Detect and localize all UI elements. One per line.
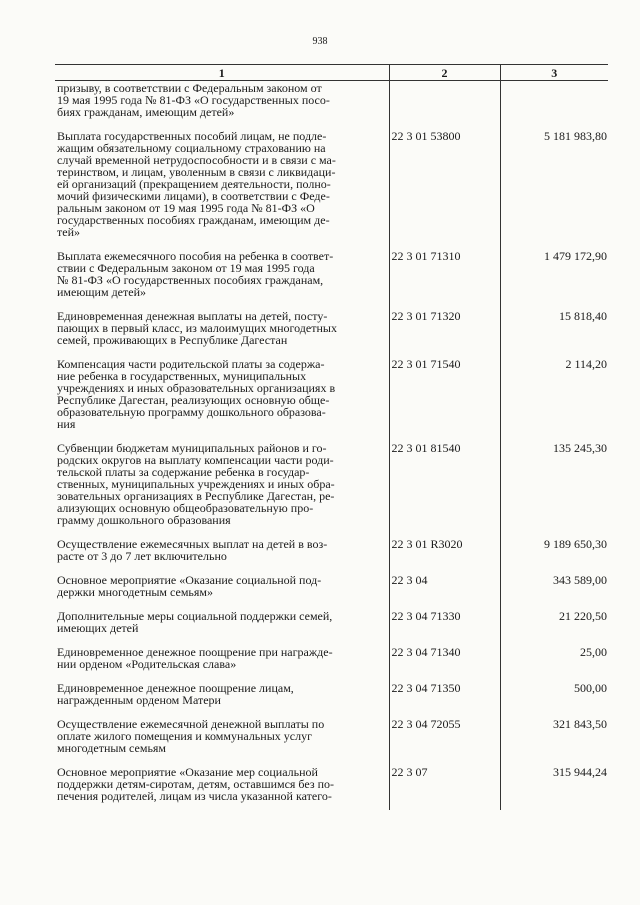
- description-line: мочий физическими лицами), в соответствии с Феде-: [57, 189, 330, 203]
- row-code: 22 3 01 71310: [389, 246, 500, 306]
- row-amount: 343 589,00: [500, 570, 608, 606]
- table-row: [55, 81, 608, 127]
- row-description: [55, 306, 389, 354]
- table-row: [55, 642, 608, 678]
- description-line: Выплата государственных пособий лицам, не подле-: [57, 129, 327, 143]
- description-line: ственных, муниципальных учреждениях и иных обра-: [57, 477, 335, 491]
- description-line: Республике Дагестан, реализующих основную обще-: [57, 393, 330, 407]
- description-line: держки многодетным семьям»: [57, 585, 213, 599]
- description-line: 19 мая 1995 года № 81-ФЗ «О государственных посо-: [57, 93, 330, 107]
- description-line: биях гражданам, имеющим детей»: [57, 105, 235, 119]
- row-description: [55, 570, 389, 606]
- description-line: Осуществление ежемесячных выплат на детей в воз-: [57, 537, 328, 551]
- description-line: теринством, и лицам, уволенным в связи с ликвидаци-: [57, 165, 336, 179]
- row-amount: 15 818,40: [500, 306, 608, 354]
- row-description: [55, 438, 389, 534]
- table-row: [55, 714, 608, 762]
- header-col-1: 1: [55, 65, 389, 81]
- row-code: [389, 81, 500, 127]
- row-description: [55, 606, 389, 642]
- description-line: многодетным семьям: [57, 741, 167, 755]
- row-code: 22 3 01 71320: [389, 306, 500, 354]
- header-row: [55, 65, 608, 81]
- row-description: [55, 81, 389, 127]
- table-body: [55, 81, 608, 811]
- row-code: 22 3 04 71350: [389, 678, 500, 714]
- row-code: 22 3 01 R3020: [389, 534, 500, 570]
- description-line: тей»: [57, 225, 80, 239]
- table-row: [55, 570, 608, 606]
- row-description: [55, 714, 389, 762]
- description-line: зовательных организациях в Республике Дагестан, ре-: [57, 489, 335, 503]
- description-line: жащим обязательному социальному страхованию на: [57, 141, 326, 155]
- row-amount: 25,00: [500, 642, 608, 678]
- table-row: [55, 606, 608, 642]
- description-line: оплате жилого помещения и коммунальных услуг: [57, 729, 312, 743]
- description-line: Осуществление ежемесячной денежной выплаты по: [57, 717, 325, 731]
- description-line: пающих в первый класс, из малоимущих многодетных: [57, 321, 337, 335]
- row-amount: 9 189 650,30: [500, 534, 608, 570]
- table-row: [55, 438, 608, 534]
- row-amount: 2 114,20: [500, 354, 608, 438]
- description-line: случай временной нетрудоспособности и в связи с ма-: [57, 153, 336, 167]
- row-description: [55, 534, 389, 570]
- row-code: 22 3 01 81540: [389, 438, 500, 534]
- description-line: имеющим детей»: [57, 285, 146, 299]
- row-code: 22 3 04 71330: [389, 606, 500, 642]
- description-line: ние ребенка в государственных, муниципальных: [57, 369, 307, 383]
- description-line: тельской платы за содержание ребенка в государ-: [57, 465, 310, 479]
- description-line: нии орденом «Родительская слава»: [57, 657, 237, 671]
- description-line: Единовременное денежное поощрение при награжде-: [57, 645, 333, 659]
- description-line: государственных пособиях гражданам, имеющим де-: [57, 213, 330, 227]
- row-description: [55, 354, 389, 438]
- description-line: семей, проживающих в Республике Дагестан: [57, 333, 288, 347]
- description-line: Дополнительные меры социальной поддержки семей,: [57, 609, 333, 623]
- row-description: [55, 642, 389, 678]
- description-line: расте от 3 до 7 лет включительно: [57, 549, 227, 563]
- description-line: Субвенции бюджетам муниципальных районов и го-: [57, 441, 327, 455]
- row-description: [55, 762, 389, 810]
- description-line: грамму дошкольного образования: [57, 513, 231, 527]
- description-line: ния: [57, 417, 76, 431]
- description-line: ральным законом от 19 мая 1995 года № 81-ФЗ «О: [57, 201, 315, 215]
- description-line: Основное мероприятие «Оказание мер социальной: [57, 765, 318, 779]
- row-amount: 315 944,24: [500, 762, 608, 810]
- table-row: [55, 126, 608, 246]
- row-amount: 321 843,50: [500, 714, 608, 762]
- row-code: 22 3 07: [389, 762, 500, 810]
- description-line: печения родителей, лицам из числа указанной катего-: [57, 789, 332, 803]
- table-row: [55, 246, 608, 306]
- description-line: имеющих детей: [57, 621, 139, 635]
- description-line: Выплата ежемесячного пособия на ребенка в соответ-: [57, 249, 334, 263]
- header-col-3: 3: [500, 65, 608, 81]
- table-row: [55, 762, 608, 810]
- row-amount: [500, 81, 608, 127]
- description-line: ей организаций (прекращением деятельности, полно-: [57, 177, 331, 191]
- description-line: № 81-ФЗ «О государственных пособиях гражданам,: [57, 273, 324, 287]
- row-amount: 135 245,30: [500, 438, 608, 534]
- table-row: [55, 354, 608, 438]
- row-amount: 5 181 983,80: [500, 126, 608, 246]
- row-description: [55, 678, 389, 714]
- row-amount: 1 479 172,90: [500, 246, 608, 306]
- description-line: Основное мероприятие «Оказание социальной под-: [57, 573, 322, 587]
- header-col-2: 2: [389, 65, 500, 81]
- description-line: Единовременное денежное поощрение лицам,: [57, 681, 294, 695]
- description-line: ствии с Федеральным законом от 19 мая 1995 года: [57, 261, 315, 275]
- table-row: [55, 534, 608, 570]
- row-description: [55, 126, 389, 246]
- table-row: [55, 306, 608, 354]
- description-line: поддержки детям-сиротам, детям, оставшимся без по-: [57, 777, 335, 791]
- description-line: учреждениях и иных образовательных организациях в: [57, 381, 336, 395]
- description-line: призыву, в соответствии с Федеральным законом от: [57, 81, 322, 95]
- row-code: 22 3 01 53800: [389, 126, 500, 246]
- table-row: [55, 678, 608, 714]
- description-line: ализующих основную общеобразовательную про-: [57, 501, 314, 515]
- budget-table: [55, 64, 608, 810]
- description-line: родских округов на выплату компенсации части роди-: [57, 453, 334, 467]
- description-line: Единовременная денежная выплаты на детей, посту-: [57, 309, 328, 323]
- description-line: Компенсация части родительской платы за содержа-: [57, 357, 325, 371]
- description-line: награжденным орденом Матери: [57, 693, 221, 707]
- row-amount: 21 220,50: [500, 606, 608, 642]
- row-code: 22 3 01 71540: [389, 354, 500, 438]
- row-amount: 500,00: [500, 678, 608, 714]
- page-number: 938: [312, 36, 328, 47]
- row-code: 22 3 04 71340: [389, 642, 500, 678]
- row-code: 22 3 04 72055: [389, 714, 500, 762]
- row-code: 22 3 04: [389, 570, 500, 606]
- row-description: [55, 246, 389, 306]
- description-line: образовательную программу дошкольного образова-: [57, 405, 326, 419]
